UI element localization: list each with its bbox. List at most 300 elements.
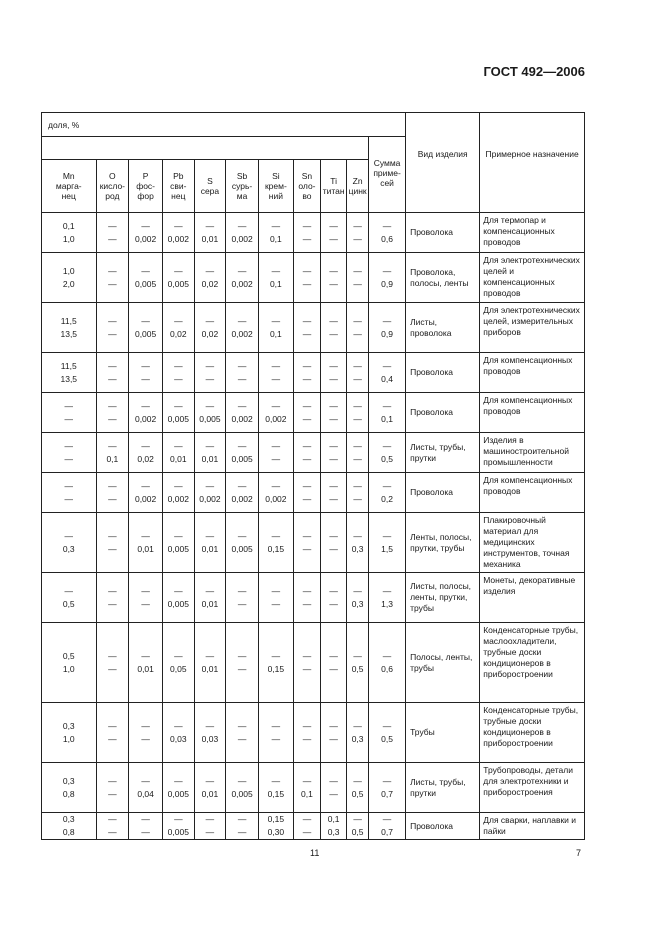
value-min: — [205,315,215,326]
value-max: 0,3 [62,543,75,554]
value-cell [194,703,226,763]
value-cell [226,513,259,573]
value-cell [163,623,195,703]
value-min: — [64,440,73,451]
value-max: 0,9 [381,278,393,289]
value-min: — [302,650,312,661]
value-max: — [353,453,362,464]
value-cell [194,573,226,623]
value-cell [42,213,97,253]
element-symbol: Ti [330,176,338,186]
value-min: — [141,814,150,824]
value-max: — [141,598,150,609]
value-max: 0,7 [381,788,393,799]
value-cell [347,213,369,253]
value-min: — [271,530,281,541]
value-max: 1,0 [62,733,75,744]
value-max: 0,002 [231,413,253,424]
value-max: — [302,413,312,424]
value-min: — [141,440,150,451]
value-cell [42,763,97,813]
value-max: — [329,233,338,244]
value-min: — [382,400,392,411]
value-cell [129,473,163,513]
value-cell [369,213,406,253]
value-max: 0,02 [170,328,187,339]
value-max: 0,5 [351,788,364,799]
element-symbol: Zn [352,176,363,186]
value-cell [321,303,347,353]
value-cell [194,513,226,573]
value-min: — [271,400,281,411]
element-name-cont: фор [137,191,154,201]
value-max: — [302,733,312,744]
value-cell [258,573,293,623]
value-max: 0,15 [267,543,285,554]
value-cell [96,253,129,303]
value-min: — [302,315,312,326]
value-max: 0,15 [267,663,285,674]
value-cell [163,573,195,623]
element-symbol: Si [272,171,280,181]
value-min: — [141,220,150,231]
value-min: — [205,720,215,731]
value-max: — [302,328,312,339]
value-cell [258,513,293,573]
value-max: 0,3 [351,598,364,609]
value-max: 0,005 [134,278,157,289]
value-min: — [302,265,312,276]
value-min: — [271,220,281,231]
purpose-cell: Для сварки, наплавки и пайки [480,813,585,840]
value-max: — [302,543,312,554]
value-max: 0,002 [231,233,253,244]
element-name: сера [200,186,220,196]
value-max: 0,01 [201,788,219,799]
value-max: 0,005 [199,413,221,424]
value-cell [293,253,320,303]
value-max: 0,03 [170,733,187,744]
value-min: — [174,650,183,661]
value-min: — [302,360,312,371]
purpose-cell: Для термопар и компенсационных проводов [480,213,585,253]
purpose-header: Примерное назначение [480,113,585,213]
sum-header: Сумма приме- сей [369,137,406,213]
value-max: — [329,598,338,609]
value-min: — [174,265,183,276]
value-min: — [174,720,183,731]
purpose-cell: Для компенсационных проводов [480,393,585,433]
value-min: — [353,775,362,786]
table-row [42,573,585,623]
value-cell [293,393,320,433]
value-min: — [174,585,183,596]
element-name-cont: ний [268,191,283,201]
value-cell [42,353,97,393]
value-max: 0,04 [137,788,154,799]
value-cell [129,513,163,573]
table-row [42,513,585,573]
value-max: 0,03 [201,733,219,744]
element-name: крем- [264,181,287,191]
value-max: — [108,493,117,504]
purpose-cell: Монеты, декоративные изделия [480,573,585,623]
value-max: — [108,328,117,339]
value-cell [194,433,226,473]
value-max: — [329,278,338,289]
purpose-cell: Для компенсационных проводов [480,353,585,393]
value-max: 0,8 [62,788,75,799]
value-min: — [302,440,312,451]
value-max: 0,002 [231,493,253,504]
value-max: 0,002 [265,493,287,504]
value-max: 0,005 [231,788,253,799]
value-cell [321,353,347,393]
value-cell [321,763,347,813]
element-header [129,160,163,213]
value-max: — [329,413,338,424]
value-min: — [64,530,73,541]
value-max: 0,005 [167,788,189,799]
value-min: — [271,480,281,491]
value-min: — [329,400,338,411]
purpose-cell: Трубопроводы, детали для электротехники и приборостроения [480,763,585,813]
value-max: — [108,543,117,554]
value-cell [163,433,195,473]
product-kind-cell: Проволока [406,353,480,393]
value-max: 0,002 [265,413,287,424]
value-min: — [108,720,117,731]
value-max: — [271,373,281,384]
document-code: ГОСТ 492—2006 [483,64,585,79]
value-cell [194,763,226,813]
value-min: — [382,585,392,596]
element-header [258,160,293,213]
value-min: — [353,720,362,731]
value-cell [226,433,259,473]
value-cell [369,473,406,513]
element-name: кисло- [99,181,126,191]
value-cell [347,703,369,763]
value-min: — [329,480,338,491]
value-cell [347,433,369,473]
value-min: 1,0 [62,265,75,276]
value-min: — [108,315,117,326]
value-max: 0,05 [170,663,187,674]
value-min: — [302,400,312,411]
value-min: — [237,720,247,731]
value-cell [129,353,163,393]
value-min: — [329,530,338,541]
value-cell [293,353,320,393]
purpose-cell: Плакировочный материал для медицинских инструментов, точная механика [480,513,585,573]
value-cell [163,513,195,573]
kind-header: Вид изделия [406,113,480,213]
table-row [42,393,585,433]
value-cell [129,763,163,813]
value-min: — [64,585,73,596]
value-min: — [353,315,362,326]
value-cell [163,303,195,353]
value-max: — [302,233,312,244]
value-min: — [108,480,117,491]
value-min: — [329,440,338,451]
value-cell [42,393,97,433]
value-min: — [205,220,215,231]
value-max: 0,02 [137,453,154,464]
value-cell [96,513,129,573]
value-max: 0,002 [167,233,189,244]
value-max: — [141,733,150,744]
value-min: — [141,360,150,371]
value-max: 0,002 [134,233,157,244]
product-kind-cell: Полосы, ленты, трубы [406,623,480,703]
product-kind-cell: Ленты, полосы, прутки, трубы [406,513,480,573]
product-kind-cell: Трубы [406,703,480,763]
value-cell [226,253,259,303]
value-max: — [353,278,362,289]
value-min: 0,1 [327,814,340,824]
value-cell [163,353,195,393]
value-min: — [141,720,150,731]
table-row [42,623,585,703]
value-cell [258,433,293,473]
value-min: — [382,720,392,731]
element-name: фос- [136,181,156,191]
value-min: — [353,360,362,371]
value-max: 0,15 [267,788,285,799]
value-min: — [141,265,150,276]
value-min: — [382,440,392,451]
element-header [194,160,226,213]
value-max: 0,9 [381,328,393,339]
value-cell [129,393,163,433]
value-min: — [205,440,215,451]
value-cell [321,813,347,840]
value-min: — [141,650,150,661]
composition-table [41,112,585,840]
value-cell [163,763,195,813]
value-max: — [174,373,183,384]
value-max: 0,01 [201,663,219,674]
element-name: сви- [170,181,187,191]
value-min: — [329,360,338,371]
value-min: — [271,720,281,731]
value-max: 0,6 [381,233,393,244]
value-cell [194,393,226,433]
value-cell [163,473,195,513]
value-min: — [271,440,281,451]
value-min: — [108,220,117,231]
value-max: 0,005 [167,543,189,554]
value-cell [96,393,129,433]
value-max: 0,002 [134,493,157,504]
value-cell [96,433,129,473]
value-max: 0,01 [201,453,219,464]
value-cell [163,253,195,303]
element-header [96,160,129,213]
value-max: 0,5 [351,663,364,674]
value-min: — [108,650,117,661]
value-max: 1,0 [62,663,75,674]
value-min: — [237,650,247,661]
value-min: — [382,265,392,276]
table-row [42,473,585,513]
value-min: 0,3 [62,720,75,731]
value-min: — [205,360,215,371]
value-min: — [271,775,281,786]
value-max: 0,01 [170,453,187,464]
element-name: цинк [348,186,367,196]
value-cell [347,763,369,813]
value-max: 0,8 [62,827,75,837]
value-min: — [205,650,215,661]
value-min: — [205,400,215,411]
value-max: 0,005 [167,827,189,837]
purpose-cell: Конденсаторные трубы, трубные доски кондиционеров в приборостроении [480,703,585,763]
purpose-cell: Для электротехнических целей, измерительных приборов [480,303,585,353]
value-max: — [353,413,362,424]
value-cell [226,573,259,623]
value-max: 0,5 [351,827,364,837]
product-kind-cell: Проволока [406,813,480,840]
value-max: 0,005 [167,413,189,424]
value-cell [369,253,406,303]
value-cell [163,393,195,433]
value-min: — [205,530,215,541]
value-max: — [302,827,312,837]
value-cell [347,393,369,433]
value-max: — [329,373,338,384]
element-symbol: S [207,176,213,186]
value-min: — [205,480,215,491]
value-cell [258,353,293,393]
value-min: — [237,400,247,411]
value-min: — [329,265,338,276]
page-number-right: 7 [576,848,582,858]
value-min: — [237,530,247,541]
value-min: — [205,814,215,824]
value-cell [163,703,195,763]
value-max: 0,1 [381,413,393,424]
value-min: — [205,265,215,276]
value-cell [194,303,226,353]
value-cell [226,213,259,253]
value-cell [258,623,293,703]
value-cell [369,353,406,393]
value-cell [258,213,293,253]
value-max: 0,005 [167,278,189,289]
value-min: — [108,360,117,371]
value-cell [369,703,406,763]
value-max: — [302,453,312,464]
value-min: — [329,220,338,231]
value-max: — [108,788,117,799]
table-row [42,703,585,763]
value-cell [129,213,163,253]
value-min: — [353,530,362,541]
value-cell [42,513,97,573]
value-cell [321,623,347,703]
value-max: — [64,413,73,424]
value-min: — [108,440,117,451]
value-cell [258,703,293,763]
value-max: 0,002 [231,328,253,339]
value-max: — [302,493,312,504]
value-cell [369,763,406,813]
value-min: — [237,585,247,596]
element-name-cont: род [105,191,120,201]
element-symbol: Mn [62,171,75,181]
value-cell [369,393,406,433]
value-cell [293,433,320,473]
value-cell [347,473,369,513]
value-min: — [174,315,183,326]
value-max: 0,01 [201,233,219,244]
value-cell [293,473,320,513]
value-min: — [382,650,392,661]
value-max: 1,0 [62,233,75,244]
value-max: — [108,733,117,744]
element-name-cont: нец [171,191,186,201]
value-cell [226,473,259,513]
product-kind-cell: Проволока, полосы, ленты [406,253,480,303]
value-min: 0,3 [62,814,75,824]
value-cell [321,513,347,573]
value-cell [129,433,163,473]
value-min: — [302,775,312,786]
value-min: — [329,585,338,596]
product-kind-cell: Проволока [406,473,480,513]
value-max: — [64,453,73,464]
value-max: — [141,373,150,384]
value-min: — [353,585,362,596]
value-max: 0,5 [62,598,75,609]
element-name: титан [322,186,345,196]
value-min: — [353,814,362,824]
value-max: 0,005 [134,328,157,339]
value-max: 0,1 [269,328,282,339]
value-min: — [353,480,362,491]
value-cell [226,763,259,813]
value-max: — [108,278,117,289]
value-max: — [353,328,362,339]
value-cell [163,813,195,840]
value-max: 13,5 [60,328,78,339]
value-max: — [237,827,247,837]
element-name-cont: во [302,191,312,201]
value-max: — [353,233,362,244]
value-max: — [108,413,117,424]
value-cell [369,573,406,623]
value-max: — [271,453,281,464]
value-min: — [108,775,117,786]
value-cell [194,353,226,393]
value-cell [42,473,97,513]
value-cell [369,433,406,473]
element-symbol: O [109,171,116,181]
value-min: 11,5 [60,315,77,326]
purpose-cell: Для электротехнических целей и компенсационных проводов [480,253,585,303]
value-cell [226,303,259,353]
value-min: — [108,265,117,276]
value-cell [194,253,226,303]
value-cell [293,303,320,353]
value-cell [347,623,369,703]
value-min: — [237,480,247,491]
value-cell [96,703,129,763]
value-max: — [108,827,117,837]
